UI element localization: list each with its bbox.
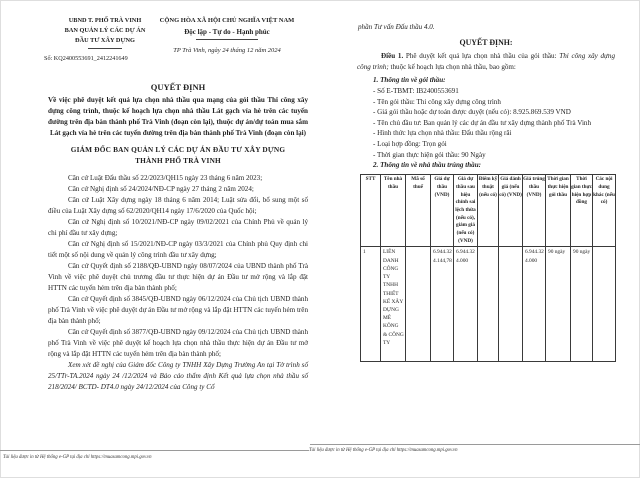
recital-paragraph: Căn cứ Nghị định số 10/2021/NĐ-CP ngày 09/02/2021 của Chính Phủ về quản lý chi phí đầu tư xây dựng; [48,218,308,237]
table-cell [499,247,523,362]
table-cell: 6.944.324.000 [454,247,478,362]
issuer-heading [48,144,308,166]
table-header-cell: Tên nhà thầu [381,175,406,247]
section-2-heading: 2. Thông tin về nhà thầu trúng thầu: [373,161,482,170]
date-line: TP Trà Vinh, ngày 24 tháng 12 năm 2024 [173,47,281,54]
article-1-package-name: Thi công xây dựng công trình; [357,52,615,71]
recital-paragraph: Căn cứ Luật Đấu thầu số 22/2023/QH15 ngày 23 tháng 6 năm 2023; [68,174,263,182]
consideration-paragraph: Xem xét đề nghị của Giám đốc Công ty TNHH Xây Dựng Trường An tại Tờ trình số 25/TTr-TA.2024 ngày 24 /12/2024 và Báo cáo thẩm định Kết quả lựa chọn nhà thầu số 218/2024/ BCTD- DT4.0 ngày 24/12/2024 của Công ty Cổ [48,361,308,391]
page-1 [44,14,308,393]
article-1-paragraph [357,51,615,73]
org-line: ĐẦU TƯ XÂY DỰNG [75,37,135,44]
tender-bullet: - Giá gói thầu hoặc dự toán được duyệt (nếu có): 8.925.869.539 VND [373,108,571,117]
national-motto-block [146,16,308,54]
result-table [360,174,616,362]
table-cell [478,247,499,362]
tender-bullet: - Thời gian thực hiện gói thầu: 90 Ngày [373,150,486,159]
org-line: BAN QUẢN LÝ CÁC DỰ ÁN [64,27,146,34]
table-cell: 1 [361,247,381,362]
carryover-line: phần Tư vấn Đấu thầu 4.0. [358,23,435,31]
tender-info-list [337,86,615,160]
table-header-cell: Giá đánh giá (nếu có) (VND) [499,175,523,247]
national-header: CỘNG HÒA XÃ HỘI CHỦ NGHĨA VIỆT NAM [159,17,295,24]
page-footer-left: Tài liệu được in từ Hệ thống e-GP tại địa chỉ https://muasamcong.mpi.gov.vn [3,455,152,460]
table-header-cell: Các nội dung khác (nếu có) [593,175,616,247]
table-header-cell: Thời gian thực hiện gói thầu [546,175,571,247]
decision-heading: QUYẾT ĐỊNH: [459,38,513,47]
national-motto: Độc lập - Tự do - Hạnh phúc [184,28,270,36]
tender-bullet: - Tên gói thầu: Thi công xây dựng công trình [373,97,501,106]
page-2 [337,14,615,362]
table-header-cell: Mã số thuế [406,175,431,247]
recital-paragraph: Căn cứ Quyết định số 3845/QĐ-UBND ngày 06/12/2024 của Chủ tịch UBND thành phố Trà Vinh về việc phê duyệt dự án Đầu tư mở rộng và lắp đặt HTTN các tuyến hẻm trên địa bàn thành phố; [48,295,308,325]
decision-subject: Về việc phê duyệt kết quả lựa chọn nhà thầu qua mạng của gói thầu Thi công xây dựng công trình, thuộc kế hoạch lựa chọn nhà thầu Lát gạch vỉa hè trên các tuyến đường trên địa bàn thành phố Trà Vinh (đoạn còn lại), thuộc dự án/dự toán mua sắm Lát gạch vỉa hè trên các tuyến đường trên địa bàn thành phố Trà Vinh (đoạn còn lại) [48,96,308,137]
tender-bullet: - Hình thức lựa chọn nhà thầu: Đấu thầu rộng rãi [373,129,512,138]
table-header-cell: Giá dự thầu sau hiệu chỉnh sai lệch thừa (nếu có), giảm giá (nếu có) (VND) [454,175,478,247]
section-1-heading: 1. Thông tin về gói thầu: [373,76,446,84]
article-1-lead: Phê duyệt kết quả lựa chọn nhà thầu của gói thầu: [403,52,560,60]
footer-rule-left [0,450,309,451]
footer-rule-right [310,444,640,445]
table-row [361,247,616,362]
table-header-cell: Giá trúng thầu (VND) [523,175,546,247]
page-1-header [44,14,308,80]
issuer-heading-line: THÀNH PHỐ TRÀ VINH [135,156,221,165]
tender-bullet: - Số E-TBMT: IB2400553691 [373,87,459,95]
tender-bullet: - Loại hợp đồng: Trọn gói [373,139,447,148]
recital-paragraph: Căn cứ Nghị định số 15/2021/NĐ-CP ngày 03/3/2021 của Chính phủ Quy định chi tiết một số nội dung về quản lý công trình đầu tư xây dựng; [48,240,308,259]
decision-title: QUYẾT ĐỊNH [150,82,206,92]
recital-paragraph: Căn cứ Nghị định số 24/2024/NĐ-CP ngày 27 tháng 2 năm 2024; [68,185,254,193]
recital-paragraph: Căn cứ Luật Xây dựng ngày 18 tháng 6 năm 2014; Luật sửa đổi, bổ sung một số điều của Luật Xây dựng số 62/2020/QH14 ngày 17/6/2020 của Quốc hội; [48,196,308,215]
article-1-tail: thuộc kế hoạch lựa chọn nhà thầu, bao gồm: [388,63,516,71]
recital-paragraph: Căn cứ Quyết định số 3877/QĐ-UBND ngày 09/12/2024 của Chủ tịch UBND thành phố Trà Vinh về việc phê duyệt kế hoạch lựa chọn nhà thầu thực hiện dự án Đầu tư mở rộng và lắp đặt HTTN các tuyến hẻm trên địa bàn thành phố; [48,328,308,358]
issuer-heading-line: GIÁM ĐỐC BAN QUẢN LÝ CÁC DỰ ÁN ĐẦU TƯ XÂY DỰNG [70,145,286,154]
doc-number: Số: KQ2400553691_2412241649 [44,55,128,62]
table-header-cell: Thời gian thực hiện hợp đồng [571,175,593,247]
table-header-cell: Điểm kỹ thuật (nếu có) [478,175,499,247]
tender-bullet: - Tên chủ đầu tư: Ban quản lý các dự án đầu tư xây dựng thành phố Trà Vinh [373,118,592,127]
motto-divider [196,39,258,40]
org-divider [88,48,122,49]
table-cell: 90 ngày [546,247,571,362]
table-cell: LIÊN DANH CÔNG TY TNHH THIẾT KẾ XÂY DỰNG MÊ KÔNG & CÔNG TY [381,247,406,362]
recital-paragraph: Căn cứ Quyết định số 2188/QĐ-UBND ngày 08/07/2024 của UBND thành phố Trà Vinh về việc phê duyệt chủ trương đầu tư thực hiện dự án Đầu tư mở rộng và lắp đặt HTTN các tuyến hẻm trên địa bàn thành phố; [48,262,308,292]
org-line: UBND T. PHỐ TRÀ VINH [68,17,142,24]
table-header-cell: Giá dự thầu (VND) [431,175,454,247]
table-cell [406,247,431,362]
table-cell: 6.944.324.000 [523,247,546,362]
table-cell: 90 ngày [571,247,593,362]
table-header-cell: STT [361,175,381,247]
table-cell: 6.944.324.144,78 [431,247,454,362]
table-cell [593,247,616,362]
page-footer-right: Tài liệu được in từ Hệ thống e-GP tại địa chỉ https://muasamcong.mpi.gov.vn [309,448,458,453]
article-1-label: Điều 1. [381,52,404,60]
table-header-row [361,175,616,247]
